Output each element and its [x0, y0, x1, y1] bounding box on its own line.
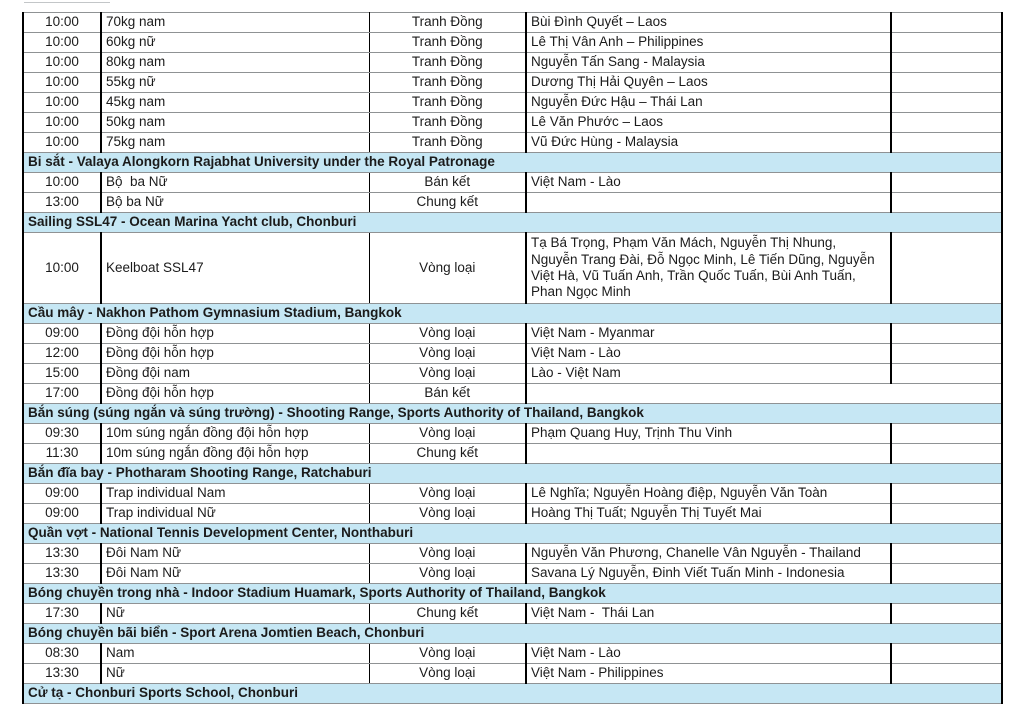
round-cell: Vòng loại [369, 544, 526, 564]
time-cell: 10:00 [23, 13, 101, 33]
notes-cell [891, 133, 1002, 153]
event-cell: Đồng đội hỗn hợp [101, 344, 369, 364]
section-header: Bắn súng (súng ngắn và súng trường) - Shooting Range, Sports Authority of Thailand, Bangkok [23, 404, 1002, 424]
round-cell: Tranh Đồng [369, 113, 526, 133]
event-cell: 10m súng ngắn đồng đội hỗn hợp [101, 424, 369, 444]
schedule-table [22, 12, 1003, 704]
round-cell: Vòng loại [369, 484, 526, 504]
time-cell: 10:00 [23, 53, 101, 73]
table-row [23, 504, 1002, 524]
notes-cell [891, 73, 1002, 93]
participants-cell: Việt Nam - Lào [526, 173, 891, 193]
event-cell: Đôi Nam Nữ [101, 564, 369, 584]
event-cell: 45kg nam [101, 93, 369, 113]
time-cell: 17:00 [23, 384, 101, 404]
notes-cell [891, 544, 1002, 564]
notes-cell [891, 173, 1002, 193]
round-cell: Tranh Đồng [369, 73, 526, 93]
round-cell: Bán kết [369, 173, 526, 193]
notes-cell [891, 444, 1002, 464]
participants-cell: Savana Lý Nguyễn, Đinh Viết Tuấn Minh - Indonesia [526, 564, 891, 584]
round-cell: Tranh Đồng [369, 93, 526, 113]
table-row [23, 53, 1002, 73]
section-header-row [23, 404, 1002, 424]
table-row [23, 544, 1002, 564]
notes-cell [891, 424, 1002, 444]
round-cell: Vòng loại [369, 644, 526, 664]
section-header: Cầu mây - Nakhon Pathom Gymnasium Stadium, Bangkok [23, 304, 1002, 324]
round-cell: Vòng loại [369, 564, 526, 584]
event-cell: Đồng đội hỗn hợp [101, 324, 369, 344]
participants-cell: Nguyễn Đức Hậu – Thái Lan [526, 93, 891, 113]
event-cell: 10m súng ngắn đồng đội hỗn hợp [101, 444, 369, 464]
notes-cell [891, 504, 1002, 524]
participants-cell [526, 193, 891, 213]
event-cell: Đôi Nam Nữ [101, 544, 369, 564]
round-cell: Tranh Đồng [369, 53, 526, 73]
table-row [23, 384, 1002, 404]
round-cell: Chung kết [369, 444, 526, 464]
time-cell: 09:30 [23, 424, 101, 444]
participants-cell: Phạm Quang Huy, Trịnh Thu Vinh [526, 424, 891, 444]
round-cell: Chung kết [369, 193, 526, 213]
section-header: Sailing SSL47 - Ocean Marina Yacht club, Chonburi [23, 213, 1002, 233]
table-row [23, 484, 1002, 504]
time-cell: 09:00 [23, 484, 101, 504]
participants-cell: Lê Thị Vân Anh – Philippines [526, 33, 891, 53]
table-row [23, 33, 1002, 53]
round-cell: Bán kết [369, 384, 526, 404]
notes-cell [891, 664, 1002, 684]
time-cell: 13:30 [23, 564, 101, 584]
notes-cell [891, 193, 1002, 213]
page-crop-line [24, 2, 110, 3]
table-row [23, 664, 1002, 684]
round-cell: Chung kết [369, 604, 526, 624]
time-cell: 10:00 [23, 93, 101, 113]
time-cell: 13:00 [23, 193, 101, 213]
section-header: Bóng chuyền trong nhà - Indoor Stadium Huamark, Sports Authority of Thailand, Bangkok [23, 584, 1002, 604]
event-cell: Nữ [101, 604, 369, 624]
table-row [23, 644, 1002, 664]
round-cell: Vòng loại [369, 664, 526, 684]
round-cell: Vòng loại [369, 344, 526, 364]
participants-cell: Dương Thị Hải Quyên – Laos [526, 73, 891, 93]
event-cell: Nữ [101, 664, 369, 684]
participants-cell: Việt Nam - Philippines [526, 664, 891, 684]
participants-cell [526, 444, 891, 464]
participants-cell: Nguyễn Tấn Sang - Malaysia [526, 53, 891, 73]
notes-cell [891, 644, 1002, 664]
notes-cell [891, 564, 1002, 584]
round-cell: Vòng loại [369, 324, 526, 344]
table-row [23, 93, 1002, 113]
event-cell: Trap individual Nữ [101, 504, 369, 524]
section-header-row [23, 153, 1002, 173]
table-row [23, 344, 1002, 364]
time-cell: 10:00 [23, 233, 101, 304]
participants-cell: Việt Nam - Myanmar [526, 324, 891, 344]
notes-cell [891, 93, 1002, 113]
event-cell: 80kg nam [101, 53, 369, 73]
round-cell: Tranh Đồng [369, 13, 526, 33]
notes-cell [891, 604, 1002, 624]
section-header-row [23, 524, 1002, 544]
notes-cell [891, 364, 1002, 384]
time-cell: 09:00 [23, 324, 101, 344]
table-row [23, 13, 1002, 33]
section-header-row [23, 464, 1002, 484]
event-cell: Đồng đội hỗn hợp [101, 384, 369, 404]
notes-cell [891, 233, 1002, 304]
notes-cell [891, 13, 1002, 33]
round-cell: Vòng loại [369, 233, 526, 304]
notes-cell [891, 53, 1002, 73]
section-header: Quần vợt - National Tennis Development Center, Nonthaburi [23, 524, 1002, 544]
round-cell: Vòng loại [369, 504, 526, 524]
section-header-row [23, 584, 1002, 604]
event-cell: Bộ ba Nữ [101, 173, 369, 193]
table-row [23, 133, 1002, 153]
table-row [23, 564, 1002, 584]
notes-cell [891, 33, 1002, 53]
time-cell: 13:30 [23, 544, 101, 564]
table-row [23, 604, 1002, 624]
notes-cell [891, 113, 1002, 133]
participants-cell: Vũ Đức Hùng - Malaysia [526, 133, 891, 153]
event-cell: 75kg nam [101, 133, 369, 153]
time-cell: 11:30 [23, 444, 101, 464]
event-cell: 50kg nam [101, 113, 369, 133]
time-cell: 10:00 [23, 33, 101, 53]
participants-cell: Việt Nam - Lào [526, 344, 891, 364]
section-header: Bóng chuyền bãi biển - Sport Arena Jomtien Beach, Chonburi [23, 624, 1002, 644]
notes-cell [891, 344, 1002, 364]
participants-cell: Lê Nghĩa; Nguyễn Hoàng điệp, Nguyễn Văn Toàn [526, 484, 891, 504]
round-cell: Vòng loại [369, 424, 526, 444]
participants-cell: Lào - Việt Nam [526, 364, 891, 384]
participants-cell [526, 384, 1002, 404]
table-row [23, 233, 1002, 304]
table-row [23, 193, 1002, 213]
participants-cell: Việt Nam - Thái Lan [526, 604, 891, 624]
participants-cell: Bùi Đình Quyết – Laos [526, 13, 891, 33]
event-cell: Bộ ba Nữ [101, 193, 369, 213]
table-row [23, 424, 1002, 444]
time-cell: 10:00 [23, 133, 101, 153]
event-cell: 55kg nữ [101, 73, 369, 93]
table-row [23, 364, 1002, 384]
notes-cell [891, 324, 1002, 344]
time-cell: 09:00 [23, 504, 101, 524]
participants-cell: Việt Nam - Lào [526, 644, 891, 664]
round-cell: Vòng loại [369, 364, 526, 384]
round-cell: Tranh Đồng [369, 133, 526, 153]
time-cell: 12:00 [23, 344, 101, 364]
event-cell: 60kg nữ [101, 33, 369, 53]
time-cell: 10:00 [23, 113, 101, 133]
section-header-row [23, 213, 1002, 233]
round-cell: Tranh Đồng [369, 33, 526, 53]
participants-cell: Nguyễn Văn Phương, Chanelle Vân Nguyễn - Thailand [526, 544, 891, 564]
notes-cell [891, 484, 1002, 504]
event-cell: Nam [101, 644, 369, 664]
event-cell: Trap individual Nam [101, 484, 369, 504]
event-cell: Đồng đội nam [101, 364, 369, 384]
section-header: Bắn đĩa bay - Photharam Shooting Range, Ratchaburi [23, 464, 1002, 484]
time-cell: 10:00 [23, 73, 101, 93]
table-row [23, 324, 1002, 344]
participants-cell: Lê Văn Phước – Laos [526, 113, 891, 133]
time-cell: 15:00 [23, 364, 101, 384]
table-row [23, 113, 1002, 133]
section-header-row [23, 304, 1002, 324]
time-cell: 08:30 [23, 644, 101, 664]
time-cell: 17:30 [23, 604, 101, 624]
participants-cell: Tạ Bá Trọng, Phạm Văn Mách, Nguyễn Thị Nhung, Nguyễn Trang Đài, Đỗ Ngọc Minh, Lê Tiến Dũng, Nguyễn Việt Hà, Vũ Tuấn Anh, Trần Quốc Tuấn, Bùi Anh Tuấn, Phan Ngọc Minh [526, 233, 891, 304]
section-header-row [23, 684, 1002, 704]
section-header: Bi sắt - Valaya Alongkorn Rajabhat University under the Royal Patronage [23, 153, 1002, 173]
time-cell: 13:30 [23, 664, 101, 684]
table-row [23, 73, 1002, 93]
section-header-row [23, 624, 1002, 644]
section-header: Cử tạ - Chonburi Sports School, Chonburi [23, 684, 1002, 704]
event-cell: 70kg nam [101, 13, 369, 33]
time-cell: 10:00 [23, 173, 101, 193]
table-row [23, 173, 1002, 193]
participants-cell: Hoàng Thị Tuất; Nguyễn Thị Tuyết Mai [526, 504, 891, 524]
event-cell: Keelboat SSL47 [101, 233, 369, 304]
table-row [23, 444, 1002, 464]
